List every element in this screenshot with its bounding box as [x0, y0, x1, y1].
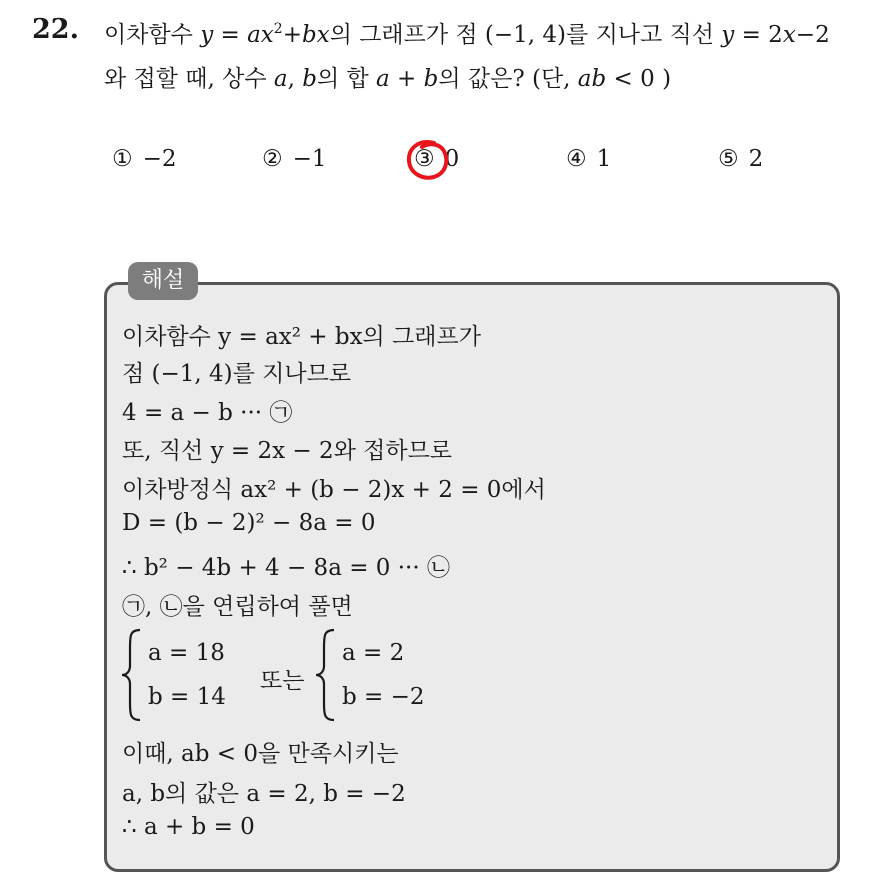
q2-plus: +	[389, 66, 424, 92]
q1-var-y2: y	[721, 22, 735, 48]
q2-text-c: 의 값은? (단,	[438, 66, 578, 92]
q1-text-a: 이차함수	[104, 22, 201, 48]
solution-line-4: 또, 직선 y = 2x − 2와 접하므로	[122, 438, 453, 464]
choice-1[interactable]	[112, 146, 177, 172]
solution-tab: 해설	[128, 262, 198, 300]
q1-ax: ax	[247, 22, 274, 48]
choice-5-value: 2	[748, 146, 764, 172]
choice-4-number: ④	[566, 146, 587, 172]
solution-tail-2: a, b의 값은 a = 2, b = −2	[122, 781, 406, 807]
q1-minus2: −2	[795, 22, 830, 48]
q1-var-x: x	[782, 22, 796, 48]
q1-exp: 2	[273, 21, 283, 37]
choice-2-value: −1	[292, 146, 327, 172]
q2-b: b	[302, 66, 317, 92]
choice-5-number: ⑤	[718, 146, 739, 172]
right-brace	[314, 628, 338, 722]
solution-line-6: D = (b − 2)² − 8a = 0	[122, 510, 376, 536]
solution-line-1: 이차함수 y = ax² + bx의 그래프가	[122, 324, 481, 350]
solution-line-7: ∴ b² − 4b + 4 − 8a = 0 ··· ㉡	[122, 555, 450, 581]
q1-var-y: y	[200, 22, 214, 48]
choice-3-value: 0	[444, 146, 460, 172]
q2-b2: b	[423, 66, 439, 92]
choice-2[interactable]	[262, 146, 327, 172]
q1-bx: bx	[301, 22, 330, 48]
system-or-text: 또는	[260, 668, 305, 694]
solution-tail-1: 이때, ab < 0을 만족시키는	[122, 741, 399, 767]
solution-line-8: ㉠, ㉡을 연립하여 풀면	[122, 594, 353, 620]
choice-2-number: ②	[262, 146, 283, 172]
q1-text-b: 의 그래프가 점 (−1, 4)를 지나고 직선	[329, 22, 722, 48]
system-right-line-2: b = −2	[342, 684, 425, 710]
left-brace	[120, 628, 144, 722]
q2-a2: a	[376, 66, 390, 92]
system-right-line-1: a = 2	[342, 640, 405, 666]
choice-1-value: −2	[142, 146, 177, 172]
q1-eq: =	[213, 22, 248, 48]
q1-eq2: = 2	[734, 22, 783, 48]
q2-comma: ,	[287, 66, 303, 92]
question-line-2	[104, 60, 671, 93]
choice-5[interactable]	[718, 146, 763, 172]
solution-tail-3: ∴ a + b = 0	[122, 814, 255, 840]
solution-line-3: 4 = a − b ··· ㉠	[122, 400, 293, 426]
system-left-line-2: b = 14	[148, 684, 226, 710]
q2-lt0: < 0 )	[606, 66, 672, 92]
problem-number: 22.	[32, 14, 79, 45]
q1-plus: +	[282, 22, 302, 48]
question-line-1	[104, 16, 830, 49]
solution-line-5: 이차방정식 ax² + (b − 2)x + 2 = 0에서	[122, 477, 546, 503]
choice-4[interactable]	[566, 146, 611, 172]
q2-text-b: 의 합	[316, 66, 377, 92]
solution-line-2: 점 (−1, 4)를 지나므로	[122, 361, 352, 387]
system-left-line-1: a = 18	[148, 640, 225, 666]
q2-a: a	[273, 66, 288, 92]
answer-circle-mark	[404, 137, 452, 183]
choice-1-number: ①	[112, 146, 133, 172]
choice-4-value: 1	[596, 146, 612, 172]
q2-ab: ab	[577, 66, 607, 92]
choice-3-number: ③	[414, 146, 435, 172]
q2-text-a: 와 접할 때, 상수	[104, 66, 274, 92]
